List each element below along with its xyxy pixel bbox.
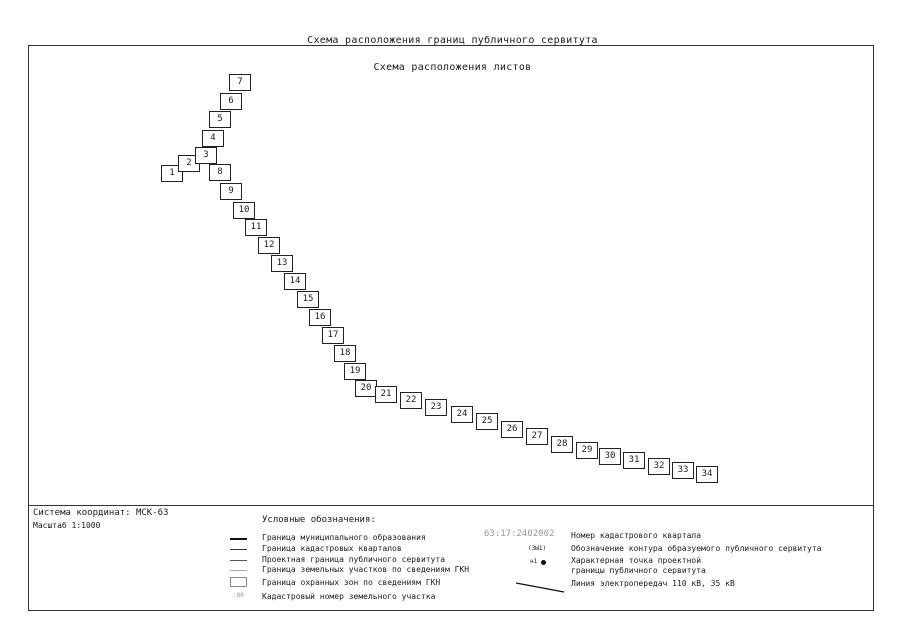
sheet-box-33: 33 xyxy=(672,462,694,479)
sheet-box-20: 20 xyxy=(355,380,377,397)
sheet-box-32: 32 xyxy=(648,458,670,475)
sheet-box-15: 15 xyxy=(297,291,319,308)
sheet-box-34: 34 xyxy=(696,466,718,483)
power-line-symbol xyxy=(514,580,566,594)
land-plot-boundary-symbol xyxy=(230,570,247,571)
sheet-box-2: 2 xyxy=(178,155,200,172)
sheet-box-13: 13 xyxy=(271,255,293,272)
sheet-box-9: 9 xyxy=(220,183,242,200)
legend-divider xyxy=(28,505,874,506)
sheet-box-7: 7 xyxy=(229,74,251,91)
drawing-title: Схема расположения границ публичного сервитута xyxy=(307,35,598,46)
land-plot-number-symbol: :80 xyxy=(233,592,244,599)
coordinate-system-label: Система координат: МСК-63 xyxy=(33,508,169,518)
legend-item-municipal-boundary: Граница муниципального образования xyxy=(262,533,426,542)
cadastral-quarter-symbol xyxy=(230,549,247,550)
sheet-box-30: 30 xyxy=(599,448,621,465)
sheet-box-6: 6 xyxy=(220,93,242,110)
sheet-box-10: 10 xyxy=(233,202,255,219)
sheet-box-3: 3 xyxy=(195,147,217,164)
legend-item-land-plots: Граница земельных участков по сведениям ГКН xyxy=(262,565,470,574)
sheets-layout-title: Схема расположения листов xyxy=(373,62,532,73)
legend-item-land-plot-number: Кадастровый номер земельного участка xyxy=(262,592,436,601)
legend-item-power-line: Линия электропередач 110 кВ, 35 кВ xyxy=(571,579,735,588)
sheet-box-4: 4 xyxy=(202,130,224,147)
characteristic-point-label: н1 xyxy=(530,558,538,565)
legend-item-protection-zones: Граница охранных зон по сведениям ГКН xyxy=(262,578,441,587)
sheet-box-1: 1 xyxy=(161,165,183,182)
sheet-box-26: 26 xyxy=(501,421,523,438)
servitude-boundary-symbol xyxy=(230,560,247,561)
scale-label: Масштаб 1:1000 xyxy=(33,521,101,530)
protection-zone-symbol xyxy=(230,577,247,587)
legend-title: Условные обозначения: xyxy=(262,515,376,525)
drawing-frame xyxy=(28,45,874,611)
sheet-box-8: 8 xyxy=(209,164,231,181)
characteristic-point-icon xyxy=(541,560,546,565)
sheet-box-23: 23 xyxy=(425,399,447,416)
sheet-box-19: 19 xyxy=(344,363,366,380)
sheet-box-12: 12 xyxy=(258,237,280,254)
sheet-box-17: 17 xyxy=(322,327,344,344)
sheet-box-29: 29 xyxy=(576,442,598,459)
legend-item-servitude-boundary: Проектная граница публичного сервитута xyxy=(262,555,446,564)
sheet-box-27: 27 xyxy=(526,428,548,445)
municipal-boundary-symbol xyxy=(230,538,247,540)
legend-item-cadastral-quarters: Граница кадастровых кварталов xyxy=(262,544,402,553)
legend-item-characteristic-point: Характерная точка проектной границы публичного сервитута xyxy=(571,556,706,575)
sheet-box-31: 31 xyxy=(623,452,645,469)
sheet-box-18: 18 xyxy=(334,345,356,362)
sheet-box-5: 5 xyxy=(209,111,231,128)
legend-item-quarter-number: Номер кадастрового квартала xyxy=(571,531,702,540)
quarter-number-symbol: 63:17:2402002 xyxy=(484,529,555,539)
contour-designation-symbol: (ЗЫ1) xyxy=(528,545,547,552)
sheet-box-14: 14 xyxy=(284,273,306,290)
sheet-box-22: 22 xyxy=(400,392,422,409)
sheet-box-24: 24 xyxy=(451,406,473,423)
sheet-box-21: 21 xyxy=(375,386,397,403)
legend-item-contour-designation: Обозначение контура образуемого публичного сервитута xyxy=(571,544,822,553)
sheet-box-11: 11 xyxy=(245,219,267,236)
sheet-box-16: 16 xyxy=(309,309,331,326)
sheet-box-25: 25 xyxy=(476,413,498,430)
sheet-box-28: 28 xyxy=(551,436,573,453)
